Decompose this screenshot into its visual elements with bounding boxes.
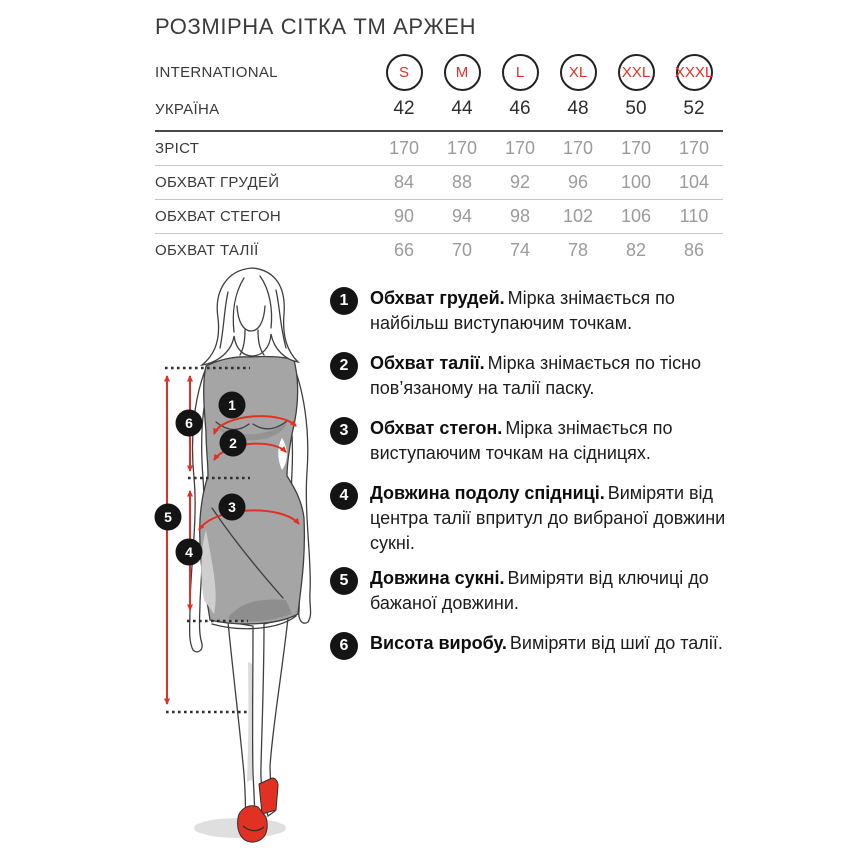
cell-value: 92	[509, 172, 531, 192]
legend-text-2	[370, 351, 736, 401]
cell-value: 102	[562, 206, 594, 226]
cell-value: 106	[620, 206, 652, 226]
table-row-chest	[155, 166, 723, 199]
legend-text-4	[370, 481, 736, 556]
legend-term: Обхват грудей.	[370, 288, 505, 308]
ua-size-value: 44	[451, 98, 473, 119]
legend-badge-1: 1	[330, 287, 358, 315]
row-label: ЗРІСТ	[155, 140, 200, 157]
ua-size-value: 46	[509, 98, 531, 119]
legend-badge-4: 4	[330, 482, 358, 510]
legend-desc: Мірка знімається по виступаючим точкам на сідницях.	[370, 418, 673, 463]
row-label: ОБХВАТ ТАЛІЇ	[155, 242, 259, 259]
ua-size-value: 48	[567, 98, 589, 119]
legend-desc: Виміряти від ключиці до бажаної довжини.	[370, 568, 709, 613]
size-badge-xxl: XXL	[618, 54, 655, 91]
table-row-ukraine	[155, 92, 723, 126]
legend-badge-3: 3	[330, 417, 358, 445]
cell-value: 96	[567, 172, 589, 192]
figure-badge-1-number: 1	[228, 397, 236, 413]
figure-badge-3-number: 3	[228, 499, 236, 515]
cell-value: 88	[451, 172, 473, 192]
figure-badge-6-number: 6	[185, 415, 193, 431]
legend-term: Обхват талії.	[370, 353, 485, 373]
legend-term: Довжина сукні.	[370, 568, 505, 588]
size-badge-xl: XL	[560, 54, 597, 91]
row-label-ukraine: УКРАЇНА	[155, 100, 220, 118]
cell-value: 84	[393, 172, 415, 192]
page-title: РОЗМІРНА СІТКА ТМ АРЖЕН	[155, 14, 477, 39]
legend-item-6	[330, 631, 736, 660]
size-cell	[549, 54, 607, 91]
dress-sketch	[200, 356, 305, 628]
legend-badge-2: 2	[330, 352, 358, 380]
size-badge-m: M	[444, 54, 481, 91]
cell-value: 74	[509, 240, 531, 260]
cell-value: 66	[393, 240, 415, 260]
legend-term: Обхват стегон.	[370, 418, 503, 438]
legend-text-6	[370, 631, 736, 660]
legend-item-2	[330, 351, 736, 401]
figure-illustration	[140, 262, 350, 847]
row-label: ОБХВАТ СТЕГОН	[155, 208, 282, 225]
size-cell	[375, 54, 433, 91]
measurement-figure-svg	[140, 262, 350, 847]
legend-desc: Виміряти від шиї до талії.	[509, 633, 723, 653]
ua-size-value: 42	[393, 98, 415, 119]
cell-value: 170	[620, 138, 652, 158]
legend-item-3	[330, 416, 736, 466]
figure-badge-4-number: 4	[185, 544, 193, 560]
legend-text-3	[370, 416, 736, 466]
table-row-height	[155, 132, 723, 165]
cell-value: 170	[446, 138, 478, 158]
legend-desc: Мірка знімається по тісно пов’язаному на талії паску.	[370, 353, 702, 398]
figure-badge-5-number: 5	[164, 509, 172, 525]
cell-value: 170	[678, 138, 710, 158]
size-cell	[491, 54, 549, 91]
ua-size-value: 50	[625, 98, 647, 119]
size-table	[155, 52, 723, 267]
legend-term: Висота виробу.	[370, 633, 507, 653]
legend-item-5	[330, 566, 736, 616]
legend-badge-5: 5	[330, 567, 358, 595]
cell-value: 100	[620, 172, 652, 192]
size-badge-s: S	[386, 54, 423, 91]
legend-item-4	[330, 481, 736, 556]
cell-value: 170	[562, 138, 594, 158]
legend-item-1	[330, 286, 736, 336]
legs-sketch	[228, 618, 288, 828]
legend-badge-6: 6	[330, 632, 358, 660]
cell-value: 170	[388, 138, 420, 158]
legend-desc: Виміряти від центра талії впритул до вибраної довжини сукні.	[370, 483, 726, 553]
row-label-international: INTERNATIONAL	[155, 63, 278, 81]
legend-text-1	[370, 286, 736, 336]
ua-size-value: 52	[683, 98, 705, 119]
cell-value: 170	[504, 138, 536, 158]
size-cell	[607, 54, 665, 91]
table-row-hips	[155, 200, 723, 233]
size-cell	[433, 54, 491, 91]
legend-text-5	[370, 566, 736, 616]
cell-value: 98	[509, 206, 531, 226]
head-sketch	[202, 268, 298, 365]
cell-value: 86	[683, 240, 705, 260]
row-label: ОБХВАТ ГРУДЕЙ	[155, 174, 280, 191]
cell-value: 82	[625, 240, 647, 260]
legend-term: Довжина подолу спідниці.	[370, 483, 605, 503]
cell-value: 94	[451, 206, 473, 226]
size-cell	[665, 54, 723, 91]
table-row-international	[155, 52, 723, 92]
cell-value: 104	[678, 172, 710, 192]
figure-badge-2-number: 2	[229, 435, 237, 451]
cell-value: 78	[567, 240, 589, 260]
cell-value: 90	[393, 206, 415, 226]
size-badge-l: L	[502, 54, 539, 91]
size-badge-xxxl: XXXL	[676, 54, 713, 91]
cell-value: 110	[679, 206, 709, 226]
legend-desc: Мірка знімається по найбільш виступаючим точкам.	[370, 288, 675, 333]
cell-value: 70	[451, 240, 473, 260]
